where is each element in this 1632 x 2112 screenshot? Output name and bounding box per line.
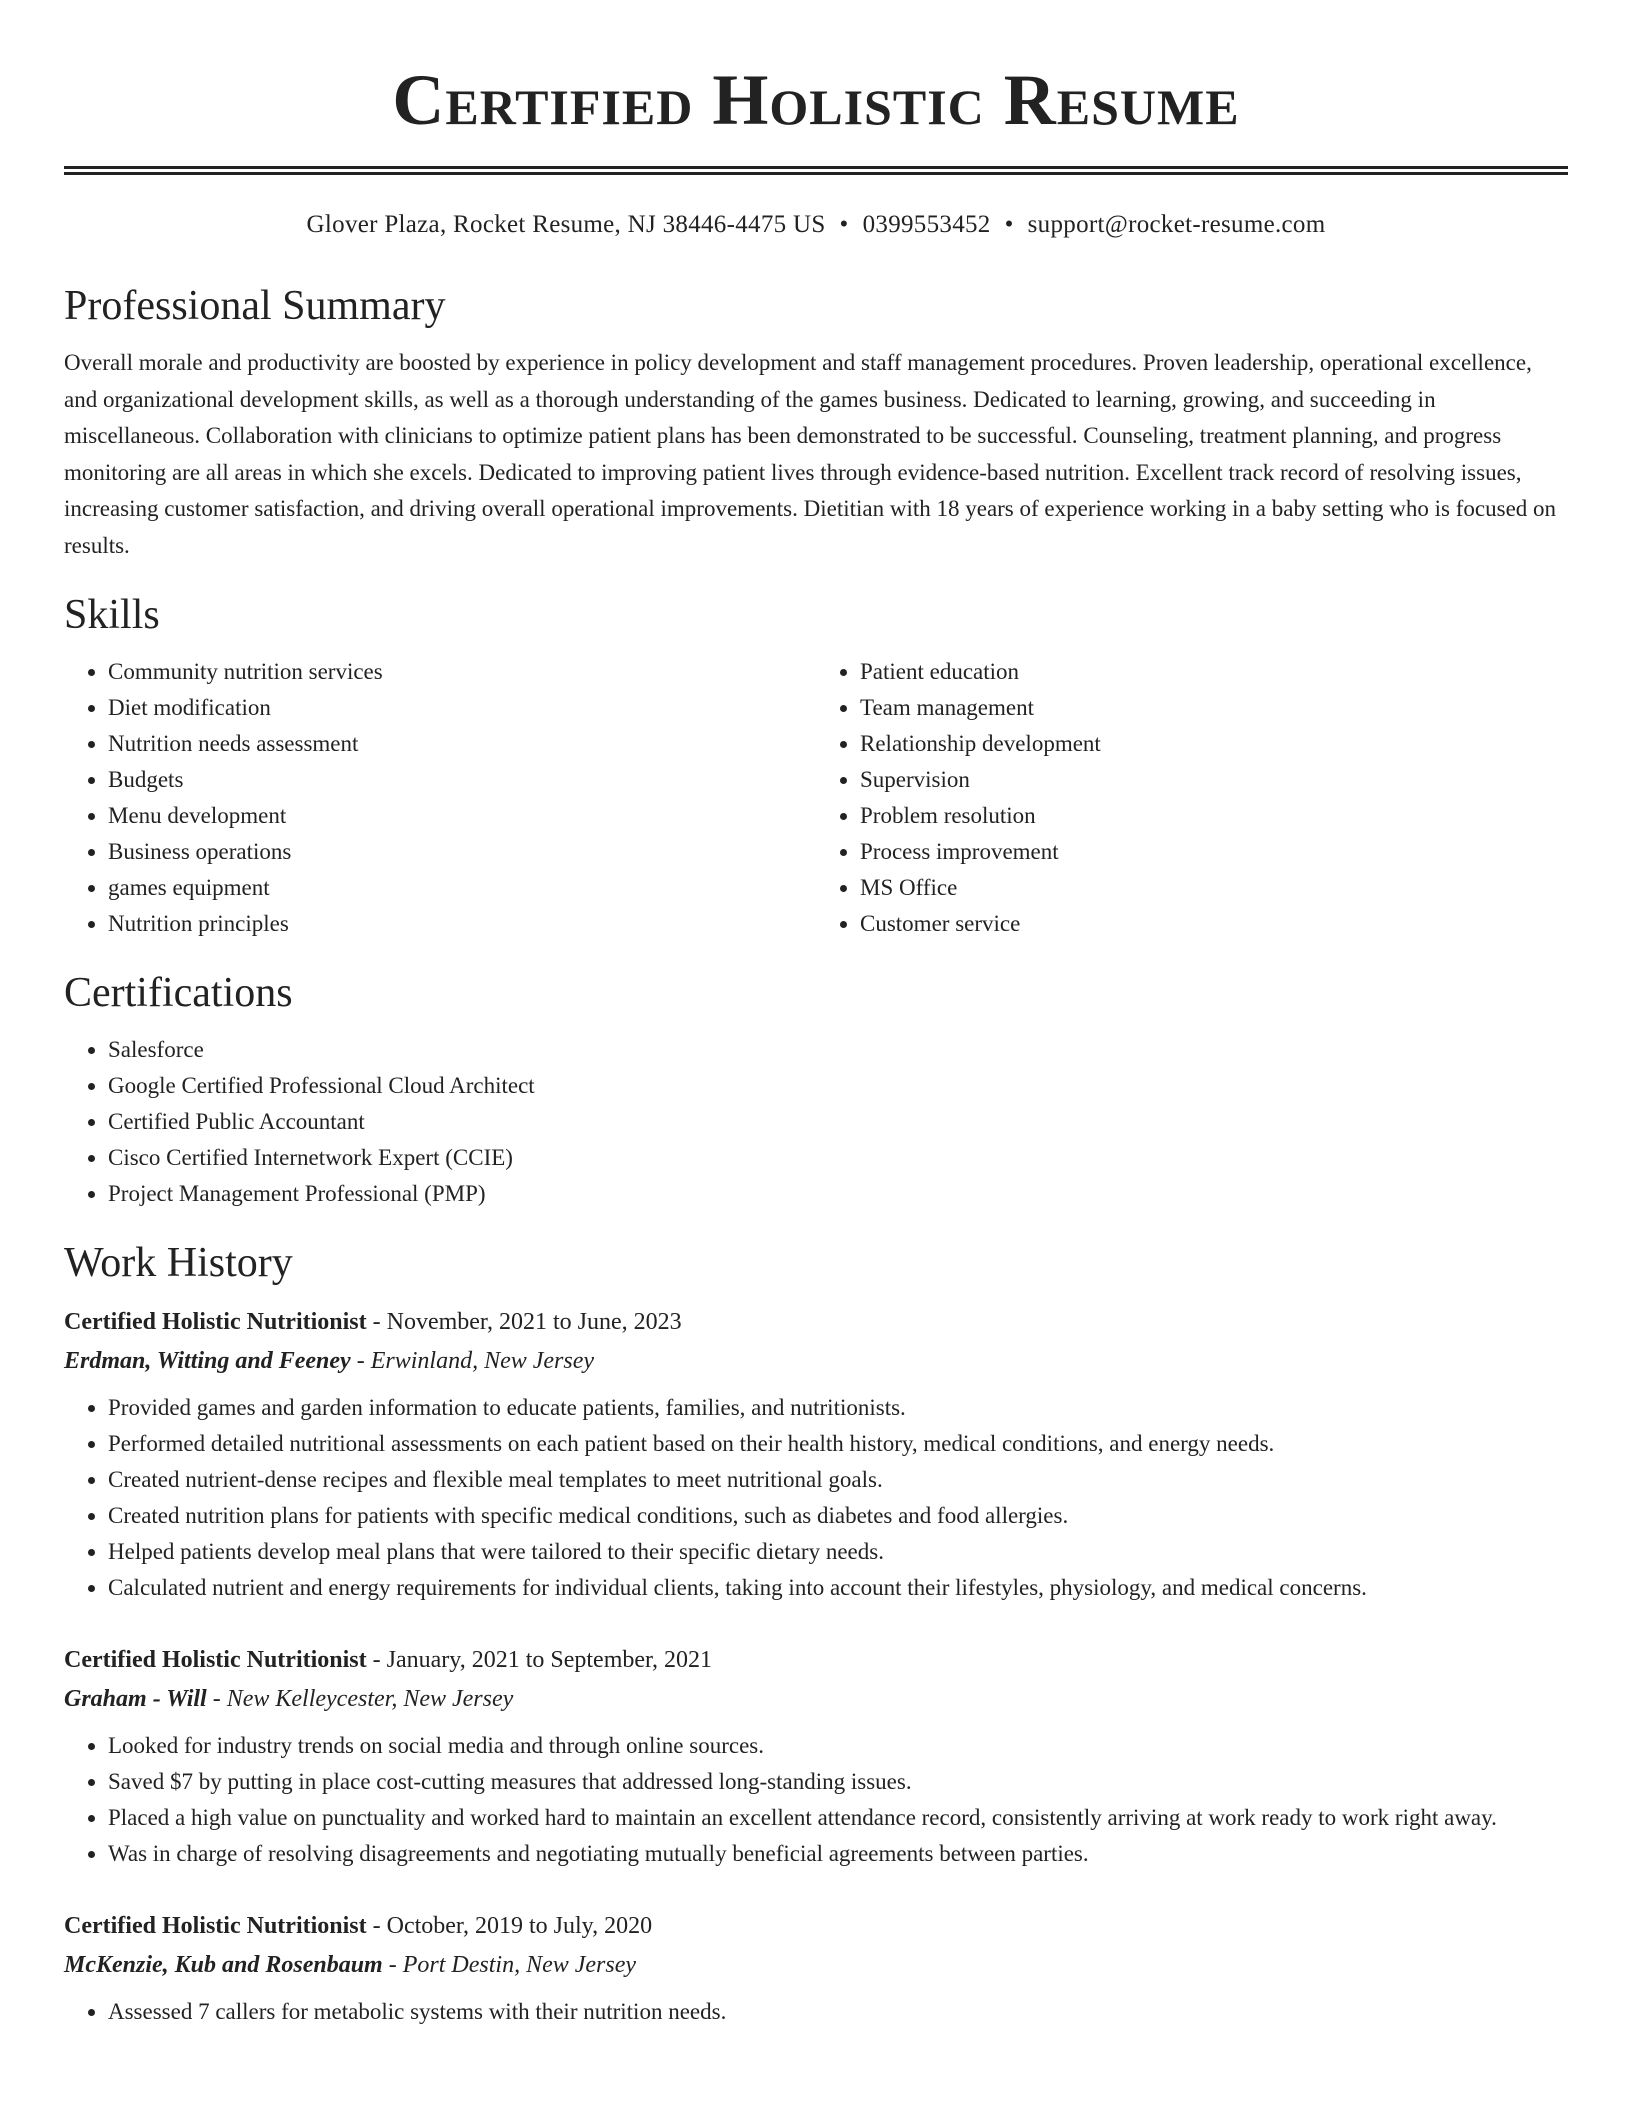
job-bullet: • Created nutrition plans for patients with specific medical conditions, such as diabetes and food allergies. [108,1498,1568,1534]
summary-text: Overall morale and productivity are boosted by experience in policy development and staff management procedures. Proven leadership, operational excellence, and organizational development skills, as well as a thorough understanding of the games business. Dedicated to learning, growing, and succeeding in miscellaneous. Collaboration with clinicians to optimize patient plans has been demonstrated to be successful. Counseling, treatment planning, and progress monitoring are all areas in which she excels. Dedicated to improving patient lives through evidence-based nutrition. Excellent track record of resolving issues, increasing customer satisfaction, and driving overall operational improvements. Dietitian with 18 years of experience working in a baby setting who is focused on results. [64,350,1557,558]
company-dash: - [382,1952,403,1978]
skill-item: • Diet modification [108,690,816,726]
company-line [64,1680,1568,1718]
job-title: Certified Holistic Nutritionist [64,1647,367,1673]
certification-item: • Google Certified Professional Cloud Architect [108,1068,1568,1104]
job-bullet: • Placed a high value on punctuality and worked hard to maintain an excellent attendance record, consistently arriving at work ready to work right away. [108,1800,1568,1836]
job-entry [64,1640,1568,1872]
skills-heading: Skills [64,592,160,638]
contact-separator: • [839,211,849,238]
company-line [64,1342,1568,1380]
contact-address: Glover Plaza, Rocket Resume, NJ 38446-4475 US [306,211,826,238]
job-bullet: • Was in charge of resolving disagreements and negotiating mutually beneficial agreements between parties. [108,1836,1568,1872]
job-bullet: • Provided games and garden information to educate patients, families, and nutritionists. [108,1390,1568,1426]
job-entry [64,1302,1568,1606]
title-divider [64,166,1568,175]
skill-item: • Community nutrition services [108,654,816,690]
job-bullet: • Looked for industry trends on social media and through online sources. [108,1728,1568,1764]
job-title-line [64,1640,1568,1680]
job-bullets [64,1728,1568,1872]
company-location: Erwinland, New Jersey [370,1348,595,1374]
job-title: Certified Holistic Nutritionist [64,1309,367,1335]
job-dash: - [366,1309,387,1335]
job-bullet: • Performed detailed nutritional assessments on each patient based on their health history, medical conditions, and energy needs. [108,1426,1568,1462]
contact-separator: • [1004,211,1014,238]
job-title-line [64,1302,1568,1342]
skills-columns [64,654,1568,942]
job-bullet: • Created nutrient-dense recipes and flexible meal templates to meet nutritional goals. [108,1462,1568,1498]
certification-item: • Cisco Certified Internetwork Expert (CCIE) [108,1140,1568,1176]
summary-heading: Professional Summary [64,283,446,329]
skill-item: • Nutrition needs assessment [108,726,816,762]
certifications-list [64,1032,1568,1212]
job-bullets [64,1390,1568,1606]
company-name: Graham - Will [64,1686,207,1712]
job-entry [64,1906,1568,2030]
skill-item: • Relationship development [860,726,1568,762]
contact-phone[interactable]: 0399553452 [862,211,991,238]
skill-item: • Budgets [108,762,816,798]
skill-item: • Patient education [860,654,1568,690]
certifications-heading: Certifications [64,970,293,1016]
company-dash: - [206,1686,227,1712]
company-line [64,1946,1568,1984]
job-bullets [64,1994,1568,2030]
certification-item: • Salesforce [108,1032,1568,1068]
job-title-line [64,1906,1568,1946]
skill-item: • Supervision [860,762,1568,798]
contact-email[interactable]: support@rocket-resume.com [1027,211,1326,238]
skill-item: • Customer service [860,906,1568,942]
company-name: Erdman, Witting and Feeney [64,1348,351,1374]
company-dash: - [350,1348,371,1374]
skill-item: • Business operations [108,834,816,870]
certification-item: • Certified Public Accountant [108,1104,1568,1140]
skill-item: • MS Office [860,870,1568,906]
certification-item: • Project Management Professional (PMP) [108,1176,1568,1212]
job-bullet: • Saved $7 by putting in place cost-cutting measures that addressed long-standing issues. [108,1764,1568,1800]
job-bullet: • Calculated nutrient and energy requirements for individual clients, taking into account their lifestyles, physiology, and medical concerns. [108,1570,1568,1606]
contact-line [64,209,1568,241]
job-title: Certified Holistic Nutritionist [64,1913,367,1939]
skill-item: • Team management [860,690,1568,726]
skill-item: • Menu development [108,798,816,834]
job-bullet: • Helped patients develop meal plans that were tailored to their specific dietary needs. [108,1534,1568,1570]
company-location: Port Destin, New Jersey [402,1952,637,1978]
job-dash: - [366,1913,387,1939]
skill-item: • Process improvement [860,834,1568,870]
job-dates: January, 2021 to September, 2021 [386,1647,713,1673]
job-dates: October, 2019 to July, 2020 [386,1913,653,1939]
job-bullet: • Assessed 7 callers for metabolic systems with their nutrition needs. [108,1994,1568,2030]
skill-item: • games equipment [108,870,816,906]
job-dash: - [366,1647,387,1673]
skill-item: • Problem resolution [860,798,1568,834]
job-dates: November, 2021 to June, 2023 [386,1309,682,1335]
work-history-heading: Work History [64,1240,293,1286]
skill-item: • Nutrition principles [108,906,816,942]
skills-list-left [64,654,816,942]
resume-title: Certified Holistic Resume [392,60,1240,140]
company-name: McKenzie, Kub and Rosenbaum [64,1952,383,1978]
company-location: New Kelleycester, New Jersey [226,1686,514,1712]
skills-list-right [816,654,1568,942]
